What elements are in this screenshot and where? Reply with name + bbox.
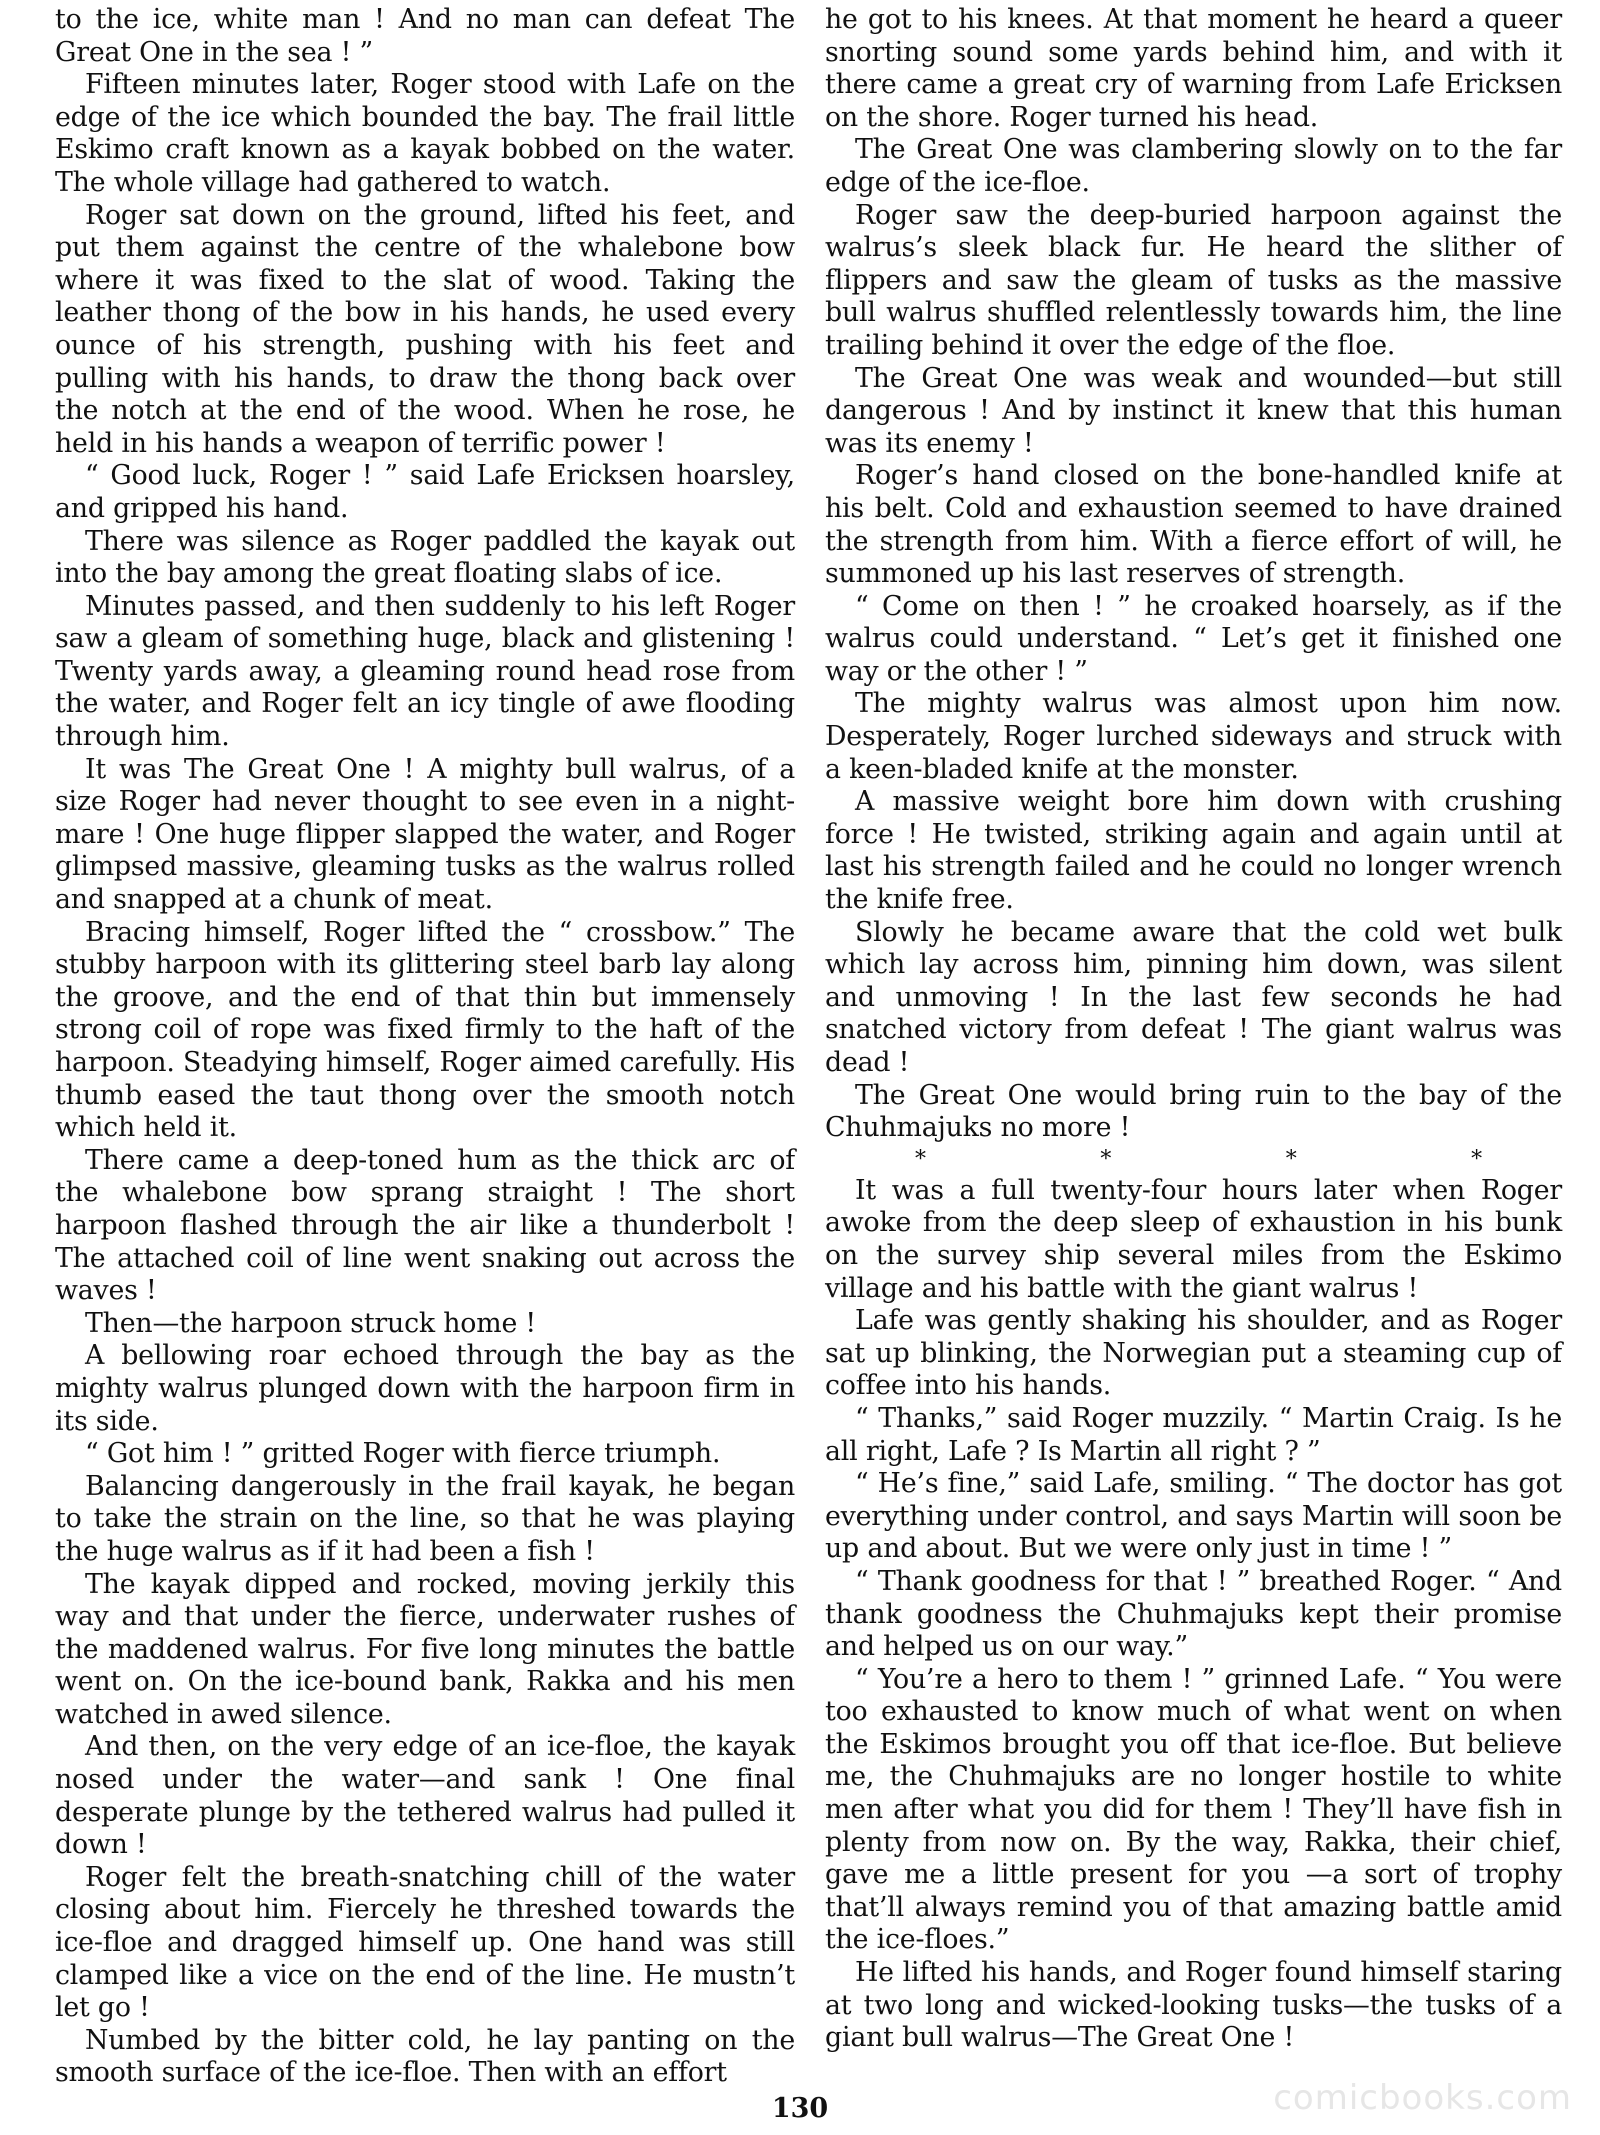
paragraph: A massive weight bore him down with crushing force ! He twisted, striking again and again until at last his strength failed and he could no longer wrench the knife free. (825, 786, 1562, 916)
paragraph: “ Thanks,” said Roger muzzily. “ Martin Craig. Is he all right, Lafe ? Is Martin all right ? ” (825, 1402, 1562, 1467)
paragraph: “ You’re a hero to them ! ” grinned Lafe. “ You were too exhausted to know much of what went on when the Eskimos brought you off that ice-floe. But believe me, the Chuhmajuks are no longer hostile to white men after what you did for them ! They’ll have fish in plenty from now on. By the way, Rakka, their chief, gave me a little present for you —a sort of trophy that’ll always remind you of that amazing battle amid the ice-floes.” (825, 1663, 1562, 1956)
paragraph: There came a deep-toned hum as the thick arc of the whalebone bow sprang straight ! The short harpoon flashed through the air like a thunderbolt ! The attached coil of line went snaking out across the waves ! (55, 1144, 795, 1307)
paragraph: “ Thank goodness for that ! ” breathed Roger. “ And thank goodness the Chuhmajuks kept their promise and helped us on our way.” (825, 1565, 1562, 1663)
paragraph: to the ice, white man ! And no man can defeat The Great One in the sea ! ” (55, 4, 795, 68)
paragraph: There was silence as Roger paddled the kayak out into the bay among the great floating slabs of ice. (55, 525, 795, 590)
paragraph: Lafe was gently shaking his shoulder, and as Roger sat up blinking, the Norwegian put a steaming cup of coffee into his hands. (825, 1305, 1562, 1402)
paragraph: A bellowing roar echoed through the bay as the mighty walrus plunged down with the harpoon firm in its side. (55, 1340, 795, 1437)
section-break-star: * (1100, 1146, 1112, 1172)
paragraph: Roger felt the breath-snatching chill of the water closing about him. Fiercely he threshed towards the ice-floe and dragged himself up. One hand was still clamped like a vice on the end of the line. He mustn’t let go ! (55, 1861, 795, 2024)
right-column-part-a (825, 4, 1562, 1145)
paragraph: Numbed by the bitter cold, he lay panting on the smooth surface of the ice-floe. Then with an effort (55, 2024, 795, 2089)
section-break-star: * (1471, 1146, 1482, 1172)
paragraph: And then, on the very edge of an ice-floe, the kayak nosed under the water—and sank ! One final desperate plunge by the tethered walrus had pulled it down ! (55, 1731, 795, 1861)
left-column (55, 4, 795, 2090)
section-break-star: * (1285, 1146, 1297, 1172)
paragraph: Roger sat down on the ground, lifted his feet, and put them against the centre of the whalebone bow where it was fixed to the slat of wood. Taking the leather thong of the bow in his hands, he used every ounce of his strength, pushing with his feet and pulling with his hands, to draw the thong back over the notch at the end of the wood. When he rose, he held in his hands a weapon of terrific power ! (55, 199, 795, 459)
paragraph: Minutes passed, and then suddenly to his left Roger saw a gleam of something huge, black and glistening ! Twenty yards away, a gleaming round head rose from the water, and Roger felt an icy tingle of awe flooding through him. (55, 590, 795, 753)
paragraph: Roger’s hand closed on the bone-handled knife at his belt. Cold and exhaustion seemed to have drained the strength from him. With a fierce effort of will, he summoned up his last reserves of strength. (825, 460, 1562, 590)
page-number: 130 (771, 2093, 829, 2124)
paragraph: The Great One was weak and wounded—but still dangerous ! And by instinct it knew that this human was its enemy ! (825, 362, 1562, 459)
paragraph: “ Come on then ! ” he croaked hoarsely, as if the walrus could understand. “ Let’s get it finished one way or the other ! ” (825, 590, 1562, 687)
right-column-part-b (825, 1175, 1562, 2055)
paragraph: The mighty walrus was almost upon him now. Desperately, Roger lurched sideways and struck with a keen-bladed knife at the monster. (825, 688, 1562, 785)
section-break-star: * (915, 1146, 926, 1172)
paragraph: He lifted his hands, and Roger found himself staring at two long and wicked-looking tusks—the tusks of a giant bull walrus—The Great One ! (825, 1957, 1562, 2054)
paragraph: “ He’s fine,” said Lafe, smiling. “ The doctor has got everything under control, and says Martin will soon be up and about. But we were only just in time ! ” (825, 1468, 1562, 1565)
paragraph: Fifteen minutes later, Roger stood with Lafe on the edge of the ice which bounded the bay. The frail little Eskimo craft known as a kayak bobbed on the water. The whole village had gathered to watch. (55, 69, 795, 198)
paragraph: “ Good luck, Roger ! ” said Lafe Ericksen hoarsley, and gripped his hand. (55, 460, 795, 524)
watermark: comicbooks.com (1273, 2078, 1572, 2118)
paragraph: The kayak dipped and rocked, moving jerkily this way and that under the fierce, underwater rushes of the maddened walrus. For five long minutes the battle went on. On the ice-bound bank, Rakka and his men watched in awed silence. (55, 1568, 795, 1730)
paragraph: Roger saw the deep-buried harpoon against the walrus’s sleek black fur. He heard the slither of flippers and saw the gleam of tusks as the massive bull walrus shuffled relentlessly towards him, the line trailing behind it over the edge of the floe. (825, 199, 1562, 361)
paragraph: Bracing himself, Roger lifted the “ crossbow.” The stubby harpoon with its glittering steel barb lay along the groove, and the end of that thin but immensely strong coil of rope was fixed firmly to the haft of the harpoon. Steadying himself, Roger aimed carefully. His thumb eased the taut thong over the smooth notch which held it. (55, 916, 795, 1144)
paragraph: Balancing dangerously in the frail kayak, he began to take the strain on the line, so that he was playing the huge walrus as if it had been a fish ! (55, 1470, 795, 1567)
paragraph: “ Got him ! ” gritted Roger with fierce triumph. (85, 1438, 721, 1470)
paragraph: The Great One would bring ruin to the bay of the Chuhmajuks no more ! (825, 1079, 1562, 1144)
paragraph: The Great One was clambering slowly on to the far edge of the ice-floe. (825, 134, 1562, 198)
paragraph: Then—the harpoon struck home ! (85, 1307, 536, 1339)
right-column (825, 4, 1562, 2055)
paragraph: It was The Great One ! A mighty bull walrus, of a size Roger had never thought to see even in a night-mare ! One huge flipper slapped the water, and Roger glimpsed massive, gleaming tusks as the walrus rolled and snapped at a chunk of meat. (55, 753, 795, 916)
paragraph: It was a full twenty-four hours later when Roger awoke from the deep sleep of exhaustion in his bunk on the survey ship several miles from the Eskimo village and his battle with the giant walrus ! (825, 1174, 1562, 1304)
section-break (825, 1145, 1562, 1175)
paragraph: Slowly he became aware that the cold wet bulk which lay across him, pinning him down, was silent and unmoving ! In the last few seconds he had snatched victory from defeat ! The giant walrus was dead ! (825, 916, 1562, 1078)
paragraph: he got to his knees. At that moment he heard a queer snorting sound some yards behind him, and with it there came a great cry of warning from Lafe Ericksen on the shore. Roger turned his head. (825, 4, 1562, 133)
